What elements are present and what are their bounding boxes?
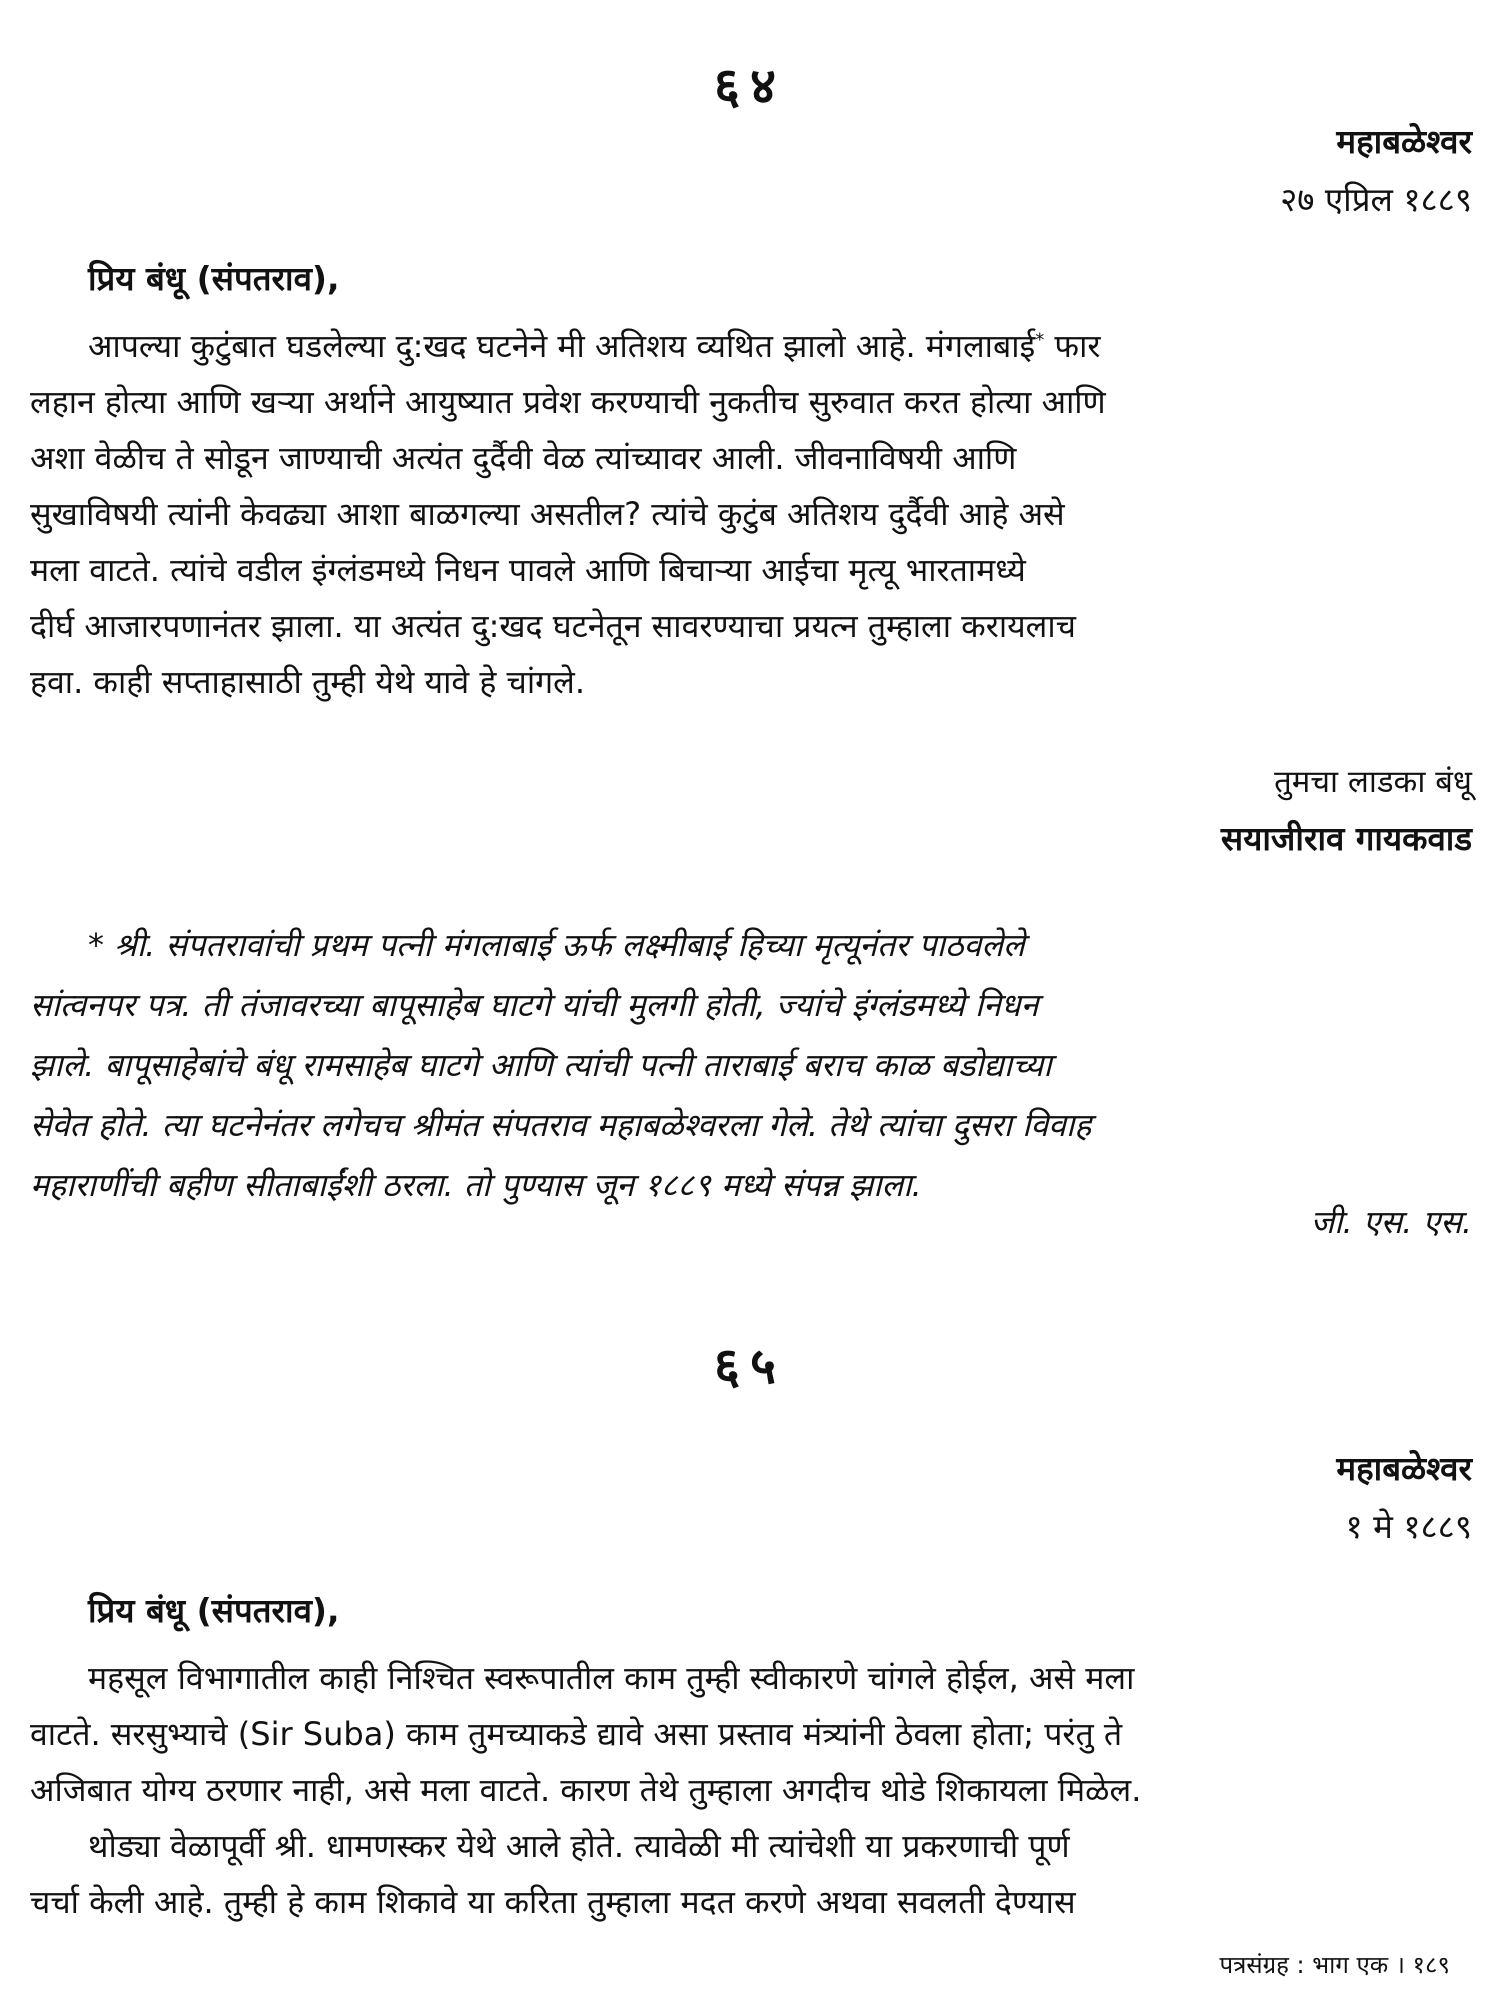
body-line: अजिबात योग्य ठरणार नाही, असे मला वाटते. कारण तेथे तुम्हाला अगदीच थोडे शिकायला मिळेल. [30, 1771, 1142, 1809]
body-line: सुखाविषयी त्यांनी केवढ्या आशा बाळगल्या असतील? त्यांचे कुटुंब अतिशय दुर्दैवी आहे असे [30, 495, 1065, 533]
letter-64-body [30, 318, 1470, 710]
letter-64-footnote [30, 915, 1470, 1215]
body-line: लहान होत्या आणि खऱ्या अर्थाने आयुष्यात प्रवेश करण्याची नुकतीच सुरुवात करत होत्या आणि [30, 383, 1106, 421]
letter-64-place: महाबळेश्वर [1336, 122, 1472, 161]
letter-64-salutation: प्रिय बंधू (संपतराव), [88, 259, 340, 298]
letter-65-date: १ मे १८८९ [1345, 1507, 1472, 1546]
body-line: थोड्या वेळापूर्वी श्री. धामणस्कर येथे आले होते. त्यावेळी मी त्यांचेशी या प्रकरणाची पूर्ण [88, 1827, 1070, 1865]
note-line: सेवेत होते. त्या घटनेनंतर लगेचच श्रीमंत संपतराव महाबळेश्वरला गेले. तेथे त्यांचा दुसरा विवाह [30, 1106, 1092, 1144]
footnote-marker: * [1035, 329, 1045, 351]
note-line: * श्री. संपतरावांची प्रथम पत्नी मंगलाबाई ऊर्फ लक्ष्मीबाई हिच्या मृत्यूनंतर पाठवलेले [88, 926, 1025, 964]
note-line: सांत्वनपर पत्र. ती तंजावरच्या बापूसाहेब घाटगे यांची मुलगी होती, ज्यांचे इंग्लंडमध्ये निधन [30, 986, 1039, 1024]
note-line: महाराणींची बहीण सीताबाईंशी ठरला. तो पुण्यास जून १८८९ मध्ये संपन्न झाला. [30, 1166, 922, 1204]
letter-65-salutation: प्रिय बंधू (संपतराव), [88, 1591, 340, 1630]
letter-65-place: महाबळेश्वर [1336, 1449, 1472, 1488]
letter-65-body [30, 1650, 1470, 1930]
letter-65-number: ६५ [714, 1337, 786, 1395]
body-line: दीर्घ आजारपणानंतर झाला. या अत्यंत दु:खद घटनेतून सावरण्याचा प्रयत्न तुम्हाला करायलाच [30, 607, 1076, 645]
body-line: वाटते. सरसुभ्याचे (Sir Suba) काम तुमच्याकडे द्यावे असा प्रस्ताव मंत्र्यांनी ठेवला होता; परंतु ते [30, 1715, 1123, 1753]
letter-64-date: २७ एप्रिल १८८९ [1280, 180, 1472, 219]
body-line: आपल्या कुटुंबात घडलेल्या दु:खद घटनेने मी अतिशय व्यथित झालो आहे. मंगलाबाई* फार [88, 327, 1101, 365]
body-line: चर्चा केली आहे. तुम्ही हे काम शिकावे या करिता तुम्हाला मदत करणे अथवा सवलती देण्यास [30, 1883, 1076, 1921]
letter-64-number: ६४ [714, 57, 786, 115]
page-footer: पत्रसंग्रह : भाग एक । १८९ [1219, 1951, 1450, 1979]
note-line: झाले. बापूसाहेबांचे बंधू रामसाहेब घाटगे आणि त्यांची पत्नी ताराबाई बराच काळ बडोद्याच्या [30, 1046, 1052, 1084]
body-line: हवा. काही सप्ताहासाठी तुम्ही येथे यावे हे चांगले. [30, 663, 586, 701]
body-line: अशा वेळीच ते सोडून जाण्याची अत्यंत दुर्दैवी वेळ त्यांच्यावर आली. जीवनाविषयी आणि [30, 439, 1017, 477]
letter-64-closing: तुमचा लाडका बंधू [1274, 764, 1472, 800]
body-line: महसूल विभागातील काही निश्चित स्वरूपातील काम तुम्ही स्वीकारणे चांगले होईल, असे मला [88, 1659, 1135, 1697]
letter-64-signature: सयाजीराव गायकवाड [1220, 819, 1472, 858]
footnote-signature: जी. एस. एस. [1310, 1203, 1472, 1241]
body-line: मला वाटते. त्यांचे वडील इंग्लंडमध्ये निधन पावले आणि बिचाऱ्या आईचा मृत्यू भारतामध्ये [30, 551, 1026, 589]
